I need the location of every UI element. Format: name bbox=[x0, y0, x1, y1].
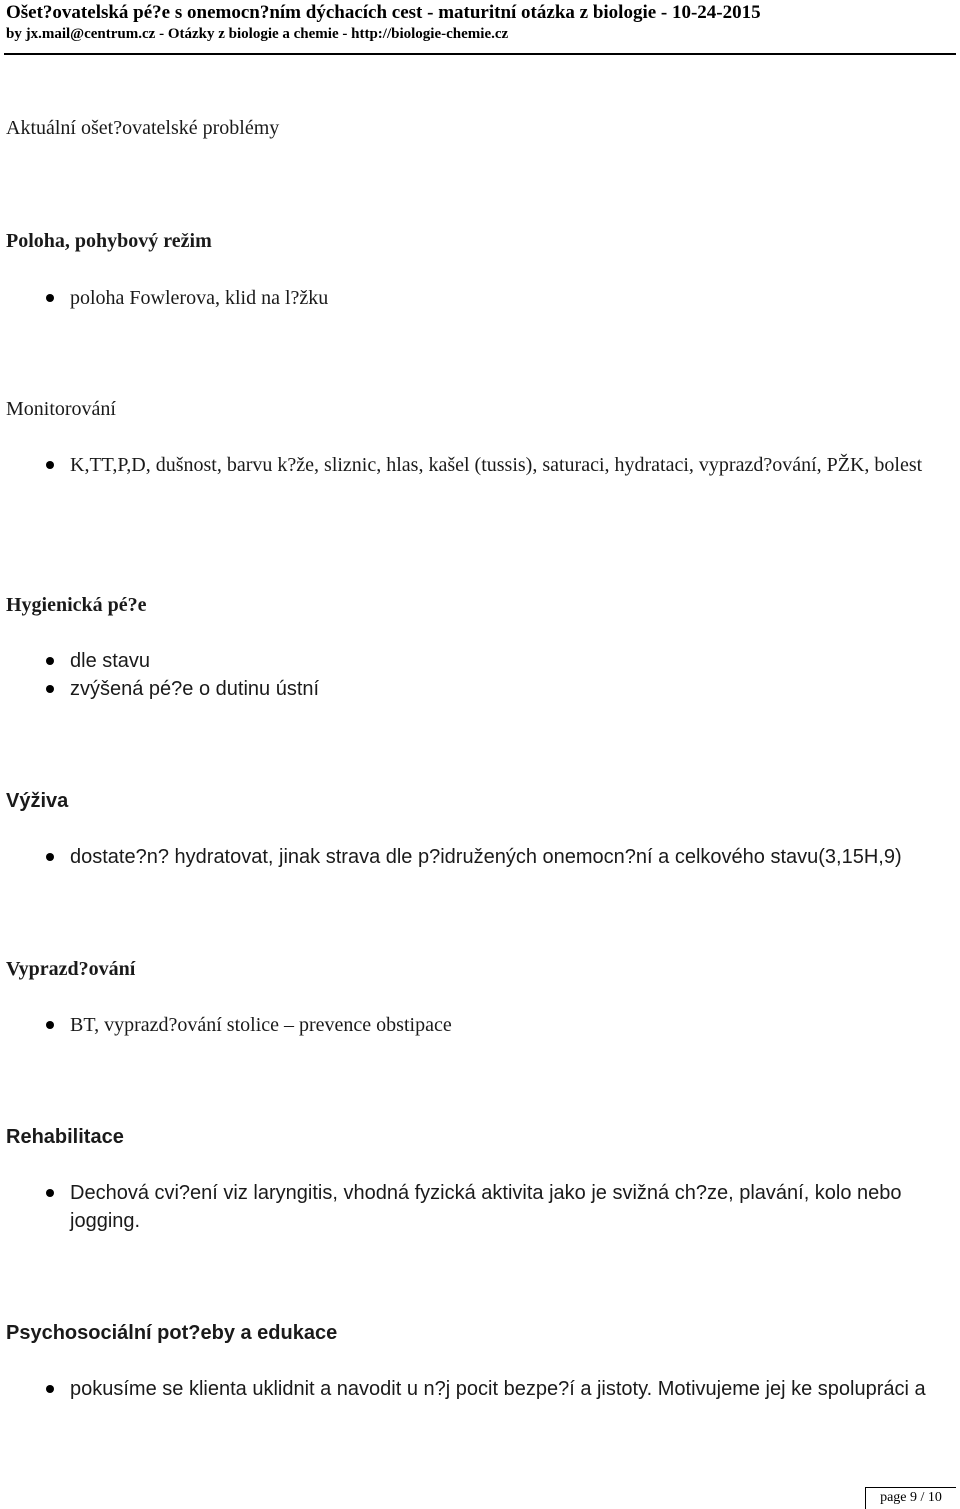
document-byline: by jx.mail@centrum.cz - Otázky z biologie a chemie - http://biologie-chemie.cz bbox=[6, 26, 509, 42]
page-number: page 9 / 10 bbox=[865, 1487, 956, 1509]
section-heading-rehabilitace: Rehabilitace bbox=[6, 1126, 124, 1148]
section-heading-hygiena: Hygienická pé?e bbox=[6, 594, 147, 616]
document-header bbox=[6, 2, 954, 44]
section-heading-vyprazdnovani: Vyprazd?ování bbox=[6, 958, 136, 980]
list-item: dle stavu bbox=[46, 647, 956, 675]
list-item: BT, vyprazd?ování stolice – prevence obstipace bbox=[46, 1011, 956, 1039]
section-heading-psychosocialni: Psychosociální pot?eby a edukace bbox=[6, 1322, 338, 1344]
section-list-vyziva bbox=[46, 843, 956, 871]
section-list-psychosocialni bbox=[46, 1375, 956, 1403]
intro-text: Aktuální ošet?ovatelské problémy bbox=[6, 117, 280, 139]
list-item: K,TT,P,D, dušnost, barvu k?že, sliznic, hlas, kašel (tussis), saturaci, hydrataci, vyprazd?ování, PŽK, bolest bbox=[46, 451, 956, 479]
section-list-vyprazdnovani bbox=[46, 1011, 956, 1039]
list-item: pokusíme se klienta uklidnit a navodit u n?j pocit bezpe?í a jistoty. Motivujeme jej ke spolupráci a bbox=[46, 1375, 956, 1403]
section-heading-poloha: Poloha, pohybový režim bbox=[6, 230, 212, 252]
section-heading-vyziva: Výživa bbox=[6, 790, 69, 812]
section-heading-monitorovani: Monitorování bbox=[6, 398, 116, 420]
list-item: zvýšená pé?e o dutinu ústní bbox=[46, 675, 956, 703]
list-item: Dechová cvi?ení viz laryngitis, vhodná fyzická aktivita jako je svižná ch?ze, plavání, kolo nebo jogging. bbox=[46, 1179, 956, 1235]
section-list-monitorovani bbox=[46, 451, 956, 479]
section-list-rehabilitace bbox=[46, 1179, 956, 1235]
section-list-hygiena bbox=[46, 647, 956, 703]
section-list-poloha bbox=[46, 284, 956, 312]
document-title: Ošet?ovatelská pé?e s onemocn?ním dýchacích cest - maturitní otázka z biologie - 10-24-2015 bbox=[6, 2, 761, 23]
header-divider bbox=[4, 53, 956, 55]
list-item: dostate?n? hydratovat, jinak strava dle p?idružených onemocn?ní a celkového stavu(3,15H,9) bbox=[46, 843, 956, 871]
list-item: poloha Fowlerova, klid na l?žku bbox=[46, 284, 956, 312]
